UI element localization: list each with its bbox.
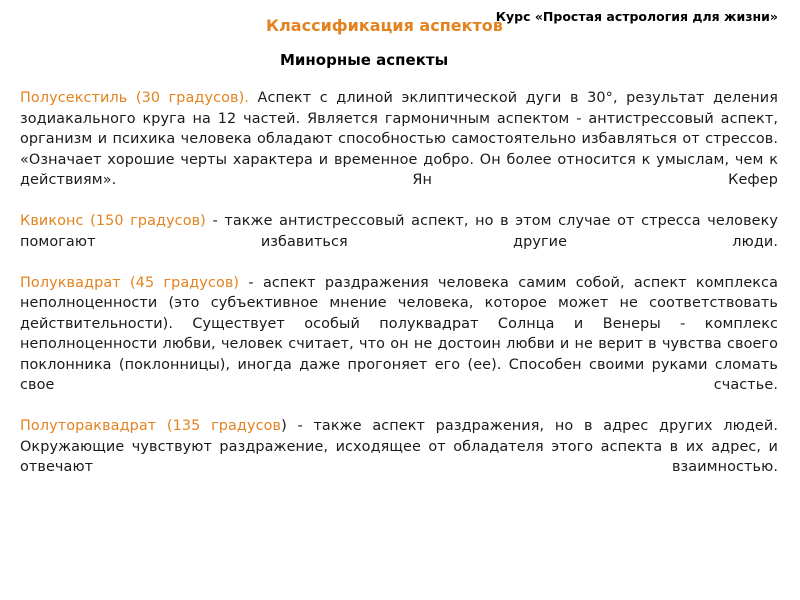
aspect-paragraph-semisquare — [20, 273, 778, 396]
aspect-description: - аспект раздражения человека самим собой, аспект комплекса неполноценности (это субъективное мнение человека, которое может не соответствовать действительности). Существует особый полуквадрат Солнца и Венеры - комплекс неполноценности любви, человек считает, что он не достоин любви и не верит в чувства своего поклонника (поклонницы), иногда даже прогоняет его (ее). Способен своими руками сломать свое счастье. — [20, 274, 778, 393]
aspect-paragraph-quincunx — [20, 211, 778, 252]
aspect-name-closing: ) — [281, 418, 287, 434]
aspect-description: Аспект с длиной эклиптической дуги в 30°, результат деления зодиакального круга на 12 частей. Является гармоничным аспектом - антистрессовый аспект, организм и психика человека обладают способностью самостоятельно избавляться от стрессов. «Означает хорошие черты характера и временное добро. Он более относится к умыслам, чем к действиям». Ян Кефер — [20, 90, 778, 188]
aspect-paragraph-sesquiquadrate — [20, 416, 778, 478]
course-label: Курс «Простая астрология для жизни» — [495, 9, 778, 24]
aspect-description: - также аспект раздражения, но в адрес других людей. Окружающие чувствуют раздражение, исходящее от обладателя этого аспекта в их адрес, и отвечают взаимностью. — [20, 418, 778, 475]
slide-title: Классификация аспектов — [266, 16, 503, 35]
aspect-paragraph-semisextile — [20, 88, 778, 191]
slide-subtitle: Минорные аспекты — [280, 51, 449, 69]
aspect-name: Полуквадрат (45 градусов) — [20, 274, 240, 291]
aspects-text — [20, 88, 778, 498]
aspect-description: - также антистрессовый аспект, но в этом случае от стресса человеку помогают избавиться другие люди. — [20, 213, 779, 250]
aspect-name: Квиконс (150 градусов) — [20, 213, 206, 229]
aspect-name: Полусекстиль (30 градусов). — [20, 90, 249, 106]
aspect-name: Полутораквадрат (135 градусов — [20, 418, 282, 434]
